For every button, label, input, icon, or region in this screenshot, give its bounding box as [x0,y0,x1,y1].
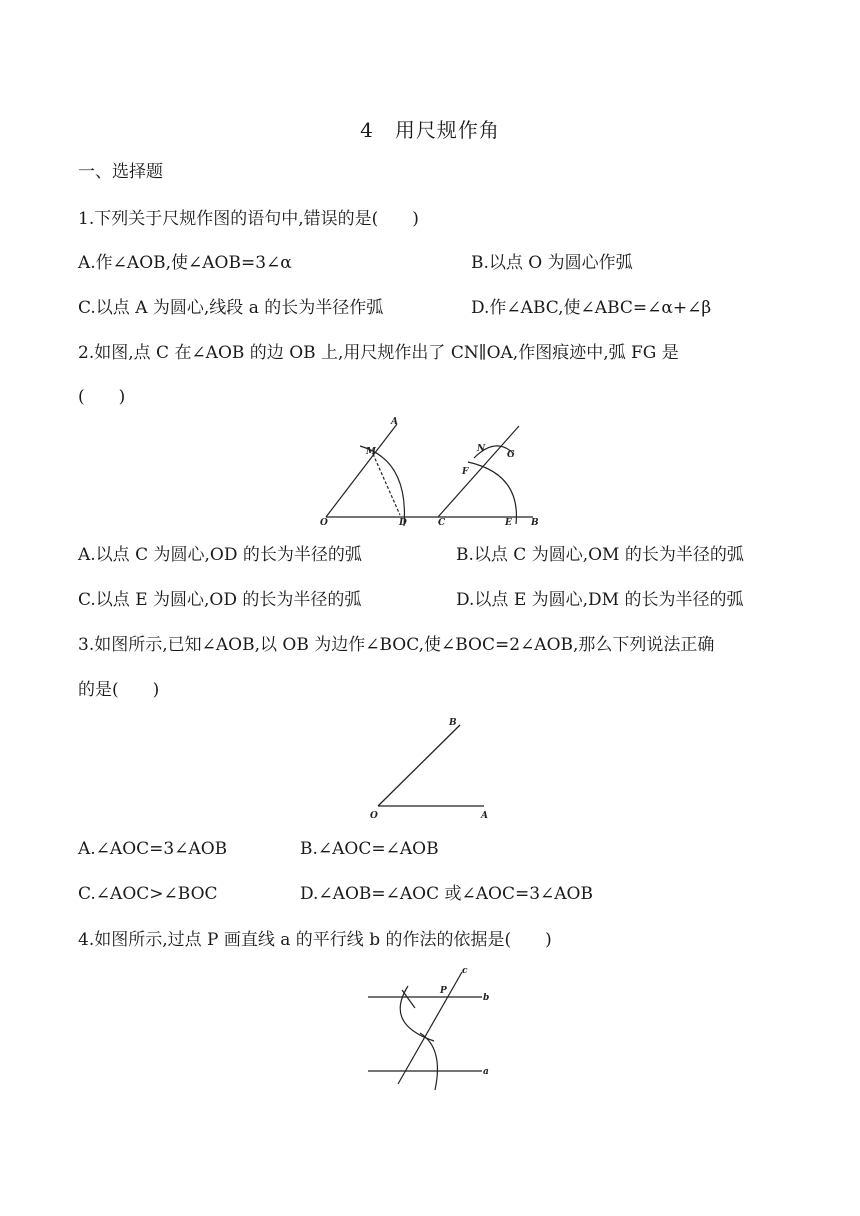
q3-stem-line1: 3.如图所示,已知∠AOB,以 OB 为边作∠BOC,使∠BOC=2∠AOB,那么下列说法正确 [78,635,715,655]
q3-label-o: O [370,811,378,821]
q3-option-b: B.∠AOC=∠AOB [300,839,439,859]
q1-stem: 1.下列关于尺规作图的语句中,错误的是( ) [78,209,419,229]
q3-option-c: C.∠AOC>∠BOC [78,884,218,904]
q2-stem-line1: 2.如图,点 C 在∠AOB 的边 OB 上,用尺规作出了 CN∥OA,作图痕迹中,弧 FG 是 [78,343,679,363]
q2-label-e: E [505,518,512,528]
q2-label-d: D [399,518,407,528]
q4-label-c: c [462,966,468,976]
q1-option-b: B.以点 O 为圆心作弧 [471,253,633,273]
q3-stem-line2: 的是( ) [78,680,160,700]
q2-option-a: A.以点 C 为圆心,OD 的长为半径的弧 [78,545,362,565]
q3-label-b: B [449,718,457,728]
q3-label-a: A [481,811,488,821]
q4-label-p: P [440,986,447,996]
q2-label-b: B [531,518,539,528]
q3-option-a: A.∠AOC=3∠AOB [78,839,228,859]
q2-figure [318,414,544,530]
section-heading: 一、选择题 [78,162,163,182]
q4-stem: 4.如图所示,过点 P 画直线 a 的平行线 b 的作法的依据是( ) [78,930,552,950]
page-title: 4 用尺规作角 [360,118,500,142]
q2-label-a: A [391,417,398,427]
q2-option-c: C.以点 E 为圆心,OD 的长为半径的弧 [78,590,362,610]
q2-option-d: D.以点 E 为圆心,DM 的长为半径的弧 [456,590,744,610]
q4-figure [362,962,498,1092]
q2-label-n: N [477,444,486,454]
q2-label-o: O [320,518,328,528]
q1-option-c: C.以点 A 为圆心,线段 a 的长为半径作弧 [78,298,384,318]
q2-stem-line2: ( ) [78,387,126,407]
q3-option-d: D.∠AOB=∠AOC 或∠AOC=3∠AOB [300,884,593,904]
q2-label-c: C [438,518,446,528]
q1-option-d: D.作∠ABC,使∠ABC=∠α+∠β [471,298,712,318]
q1-option-a: A.作∠AOB,使∠AOB=3∠α [78,253,292,273]
q4-label-b: b [483,993,490,1003]
q2-label-g: G [507,450,515,460]
q4-label-a: a [483,1067,489,1077]
q2-option-b: B.以点 C 为圆心,OM 的长为半径的弧 [456,545,744,565]
q2-label-m: M [366,447,376,457]
q3-figure [366,712,496,822]
q2-label-f: F [462,467,469,477]
